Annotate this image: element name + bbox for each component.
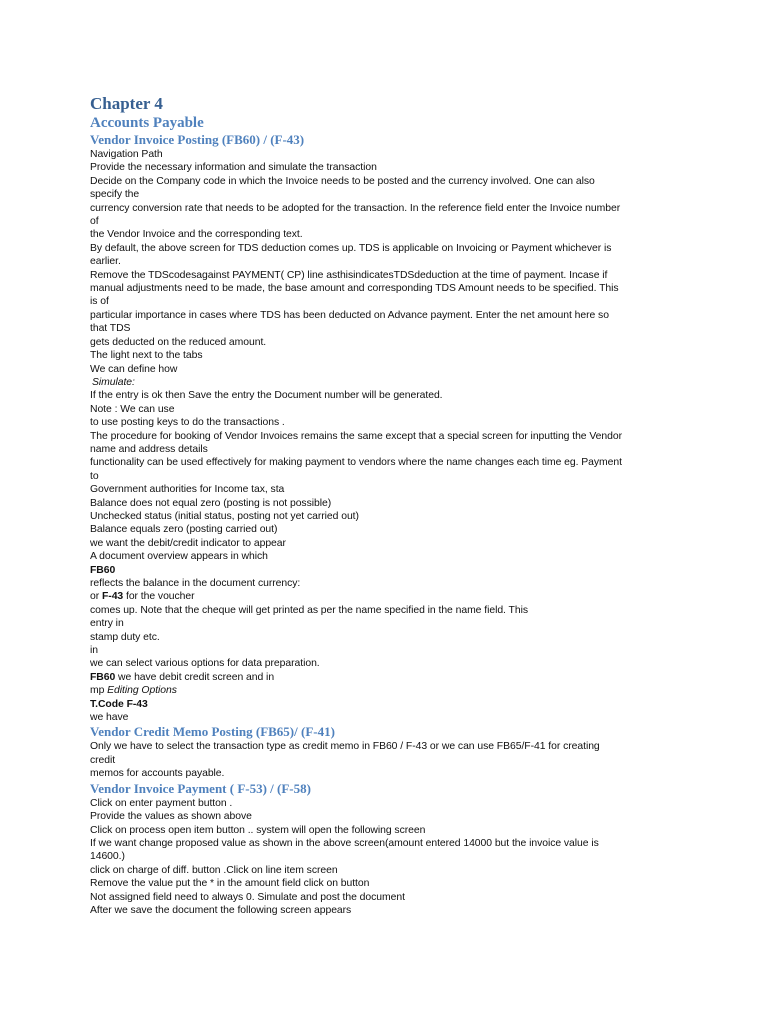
or-prefix: or [90,591,102,603]
paragraph-block-4 [90,740,690,780]
paragraph-block-5 [90,797,690,918]
text-line: currency conversion rate that needs to be adopted for the transaction. In the reference field enter the Invoice number [90,202,621,214]
text-line: By default, the above screen for TDS deduction comes up. TDS is applicable on Invoicing or Payment whichever is [90,242,612,254]
text-line: If we want change proposed value as shown in the above screen(amount entered 14000 but the invoice value is [90,837,599,849]
text-line: Decide on the Company code in which the Invoice needs to be posted and the currency involved. One can also [90,175,595,187]
text-line: A document overview appears in which [90,551,268,563]
text-line: Only we have to select the transaction type as credit memo in FB60 / F-43 or we can use FB65/F-41 for creating [90,741,600,753]
text-line: Click on enter payment button . [90,797,233,809]
we-have-line: we have [90,712,129,724]
text-line: in [90,645,98,657]
subheading-vendor-invoice-posting: Vendor Invoice Posting (FB60) / (F-43) [90,132,305,147]
or-f43-line [90,590,690,603]
text-line: of [90,216,99,228]
text-line: memos for accounts payable. [90,768,225,780]
fb60-label-2: FB60 [90,671,116,683]
text-line: Balance does not equal zero (posting is not possible) [90,497,332,509]
text-line: particular importance in cases where TDS has been deducted on Advance payment. Enter the net amount here so [90,309,609,321]
text-line: After we save the document the following screen appears [90,904,352,916]
chapter-heading: Chapter 4 [90,94,163,113]
text-line: we can select various options for data preparation. [90,658,320,670]
text-line: click on charge of diff. button .Click on line item screen [90,864,338,876]
text-line: credit [90,754,116,766]
text-line: Remove the value put the * in the amount field click on button [90,878,370,890]
text-line: Navigation Path [90,149,163,160]
paragraph-block-1 [90,148,690,376]
text-line: The light next to the tabs [90,350,203,362]
mp-prefix: mp [90,685,108,697]
text-line: gets deducted on the reduced amount. [90,336,267,348]
simulate-label: Simulate: [92,376,135,388]
section-heading: Accounts Payable [90,115,204,131]
text-line: Government authorities for Income tax, sta [90,484,285,496]
text-line: manual adjustments need to be made, the base amount and corresponding TDS Amount needs to be specified. This [90,283,619,295]
text-line: Unchecked status (initial status, posting not yet carried out) [90,510,359,522]
text-line: to [90,470,99,482]
debit-credit-text: we have debit credit screen and in [115,671,275,683]
subheading-vendor-credit-memo: Vendor Credit Memo Posting (FB65)/ (F-41) [90,724,335,740]
subheading-vendor-invoice-payment: Vendor Invoice Payment ( F-53) / (F-58) [90,780,311,796]
text-line: we want the debit/credit indicator to appear [90,537,286,549]
fb60-label: FB60 [90,564,116,576]
f43-label: F-43 [101,591,124,603]
text-line: earlier. [90,256,121,268]
editing-options-line [90,684,690,697]
paragraph-block-2 [90,389,690,563]
text-line: entry in [90,618,124,630]
paragraph-block-3 [90,604,690,671]
text-line: 14600.) [90,851,125,863]
text-line: that TDS [90,323,131,335]
text-line: Provide the necessary information and simulate the transaction [90,162,377,174]
text-line: The procedure for booking of Vendor Invoices remains the same except that a special screen for inputting the Vendor [90,430,622,442]
text-line: Remove the TDScodesagainst PAYMENT( CP) line asthisindicatesTDSdeduction at the time of payment. Incase if [90,269,608,281]
text-line: to use posting keys to do the transactions . [90,417,285,429]
text-line: If the entry is ok then Save the entry the Document number will be generated. [90,390,443,402]
text-line: Note : We can use [90,403,175,415]
editing-options-label: Editing Options [107,685,177,697]
text-line: specify the [90,189,140,201]
text-line: name and address details [90,443,208,455]
text-line: Balance equals zero (posting carried out) [90,524,278,536]
reflects-balance-line: reflects the balance in the document currency: [90,578,301,589]
text-line: functionality can be used effectively for making payment to vendors where the name changes each time eg. Payment [90,457,622,469]
text-line: Click on process open item button .. system will open the following screen [90,824,426,836]
fb60-debit-line [90,671,690,684]
or-suffix: for the voucher [123,591,195,603]
text-line: Provide the values as shown above [90,811,252,823]
text-line: is of [90,296,109,308]
tcode-label: T.Code F-43 [90,698,148,710]
text-line: the Vendor Invoice and the corresponding text. [90,229,303,241]
text-line: stamp duty etc. [90,631,160,643]
document-body [90,94,690,917]
text-line: We can define how [90,363,178,375]
text-line: Not assigned field need to always 0. Simulate and post the document [90,891,405,903]
text-line: comes up. Note that the cheque will get printed as per the name specified in the name field. This [90,604,528,616]
